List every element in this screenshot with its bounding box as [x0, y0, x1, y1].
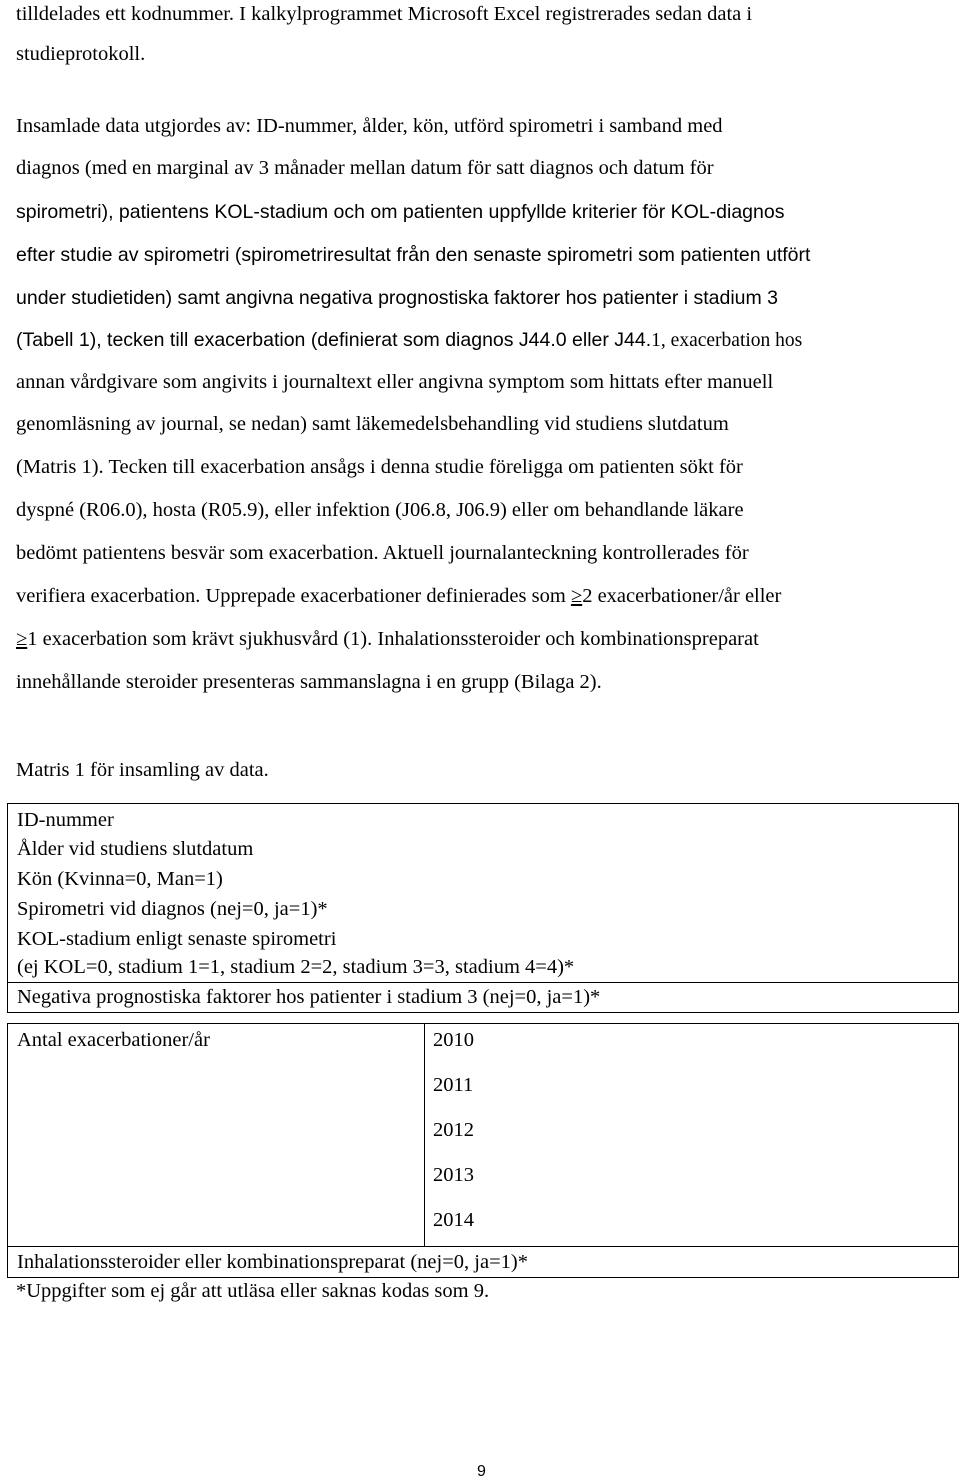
- year-cell: 2012: [433, 1119, 474, 1141]
- text-line: spirometri), patientens KOL-stadium och om patienten uppfyllde kriterier för KOL-diagnos: [16, 201, 785, 223]
- text-line: [16, 584, 781, 608]
- greater-equal-symbol: ≥: [16, 628, 28, 650]
- column-divider: [424, 1024, 425, 1247]
- text-segment: 1 exacerbation som krävt sjukhusvård (1). Inhalationssteroider och kombinationspreparat: [27, 628, 759, 650]
- year-cell: 2010: [433, 1029, 474, 1051]
- text-line: Insamlade data utgjordes av: ID-nummer, ålder, kön, utförd spirometri i samband med: [16, 115, 723, 137]
- text-segment: (Tabell 1), tecken till exacerbation (definierat som diagnos J44.0 eller J44.: [16, 329, 652, 351]
- table-divider: [7, 1246, 959, 1247]
- matrix-row: Kön (Kvinna=0, Man=1): [17, 868, 223, 890]
- matrix-row: KOL-stadium enligt senaste spirometri: [17, 928, 337, 950]
- page-number: 9: [477, 1463, 486, 1480]
- matrix-table-bottom: [7, 1023, 959, 1278]
- matrix-caption: Matris 1 för insamling av data.: [16, 759, 269, 781]
- matrix-footnote: *Uppgifter som ej går att utläsa eller saknas kodas som 9.: [16, 1280, 490, 1302]
- text-segment: 2 exacerbationer/år eller: [582, 585, 782, 607]
- text-line: under studietiden) samt angivna negativa prognostiska faktorer hos patienter i stadium 3: [16, 287, 779, 309]
- text-segment: (Matris 1).: [16, 456, 109, 478]
- table-divider: [7, 982, 959, 983]
- text-line: [16, 627, 759, 651]
- matrix-row: Negativa prognostiska faktorer hos patienter i stadium 3 (nej=0, ja=1)*: [17, 986, 601, 1008]
- matrix-row: (ej KOL=0, stadium 1=1, stadium 2=2, stadium 3=3, stadium 4=4)*: [17, 956, 575, 978]
- text-line: annan vårdgivare som angivits i journaltext eller angivna symptom som hittats efter manuell: [16, 371, 774, 393]
- exacerbation-label: Antal exacerbationer/år: [17, 1029, 210, 1051]
- text-line: diagnos (med en marginal av 3 månader mellan datum för satt diagnos och datum för: [16, 157, 714, 179]
- text-line: efter studie av spirometri (spirometriresultat från den senaste spirometri som patienten utfört: [16, 244, 811, 266]
- text-line: bedömt patientens besvär som exacerbation. Aktuell journalanteckning kontrollerades för: [16, 542, 749, 564]
- table-divider: [7, 1012, 959, 1013]
- text-segment: 1, exacerbation hos: [651, 330, 803, 351]
- text-line: genomläsning av journal, se nedan) samt läkemedelsbehandling vid studiens slutdatum: [16, 413, 729, 435]
- greater-equal-symbol: ≥: [570, 585, 583, 607]
- matrix-row: Ålder vid studiens slutdatum: [17, 838, 254, 860]
- text-line: innehållande steroider presenteras sammanslagna i en grupp (Bilaga 2).: [16, 671, 602, 693]
- year-cell: 2013: [433, 1164, 474, 1186]
- year-cell: 2011: [433, 1074, 474, 1096]
- text-line: dyspné (R06.0), hosta (R05.9), eller infektion (J06.8, J06.9) eller om behandlande läkare: [16, 499, 744, 521]
- text-line: [16, 455, 743, 479]
- matrix-row: ID-nummer: [17, 809, 114, 831]
- text-line: [16, 328, 802, 353]
- text-segment: verifiera exacerbation. Upprepade exacerbationer definierades som: [16, 585, 571, 607]
- text-line: tilldelades ett kodnummer. I kalkylprogrammet Microsoft Excel registrerades sedan data i: [16, 3, 753, 25]
- matrix-row: Inhalationssteroider eller kombinationspreparat (nej=0, ja=1)*: [17, 1251, 528, 1273]
- year-cell: 2014: [433, 1209, 474, 1231]
- text-segment: Tecken till exacerbation ansågs i denna studie föreligga om patienten sökt för: [108, 456, 743, 478]
- text-line: studieprotokoll.: [16, 43, 146, 65]
- matrix-row: Spirometri vid diagnos (nej=0, ja=1)*: [17, 898, 328, 920]
